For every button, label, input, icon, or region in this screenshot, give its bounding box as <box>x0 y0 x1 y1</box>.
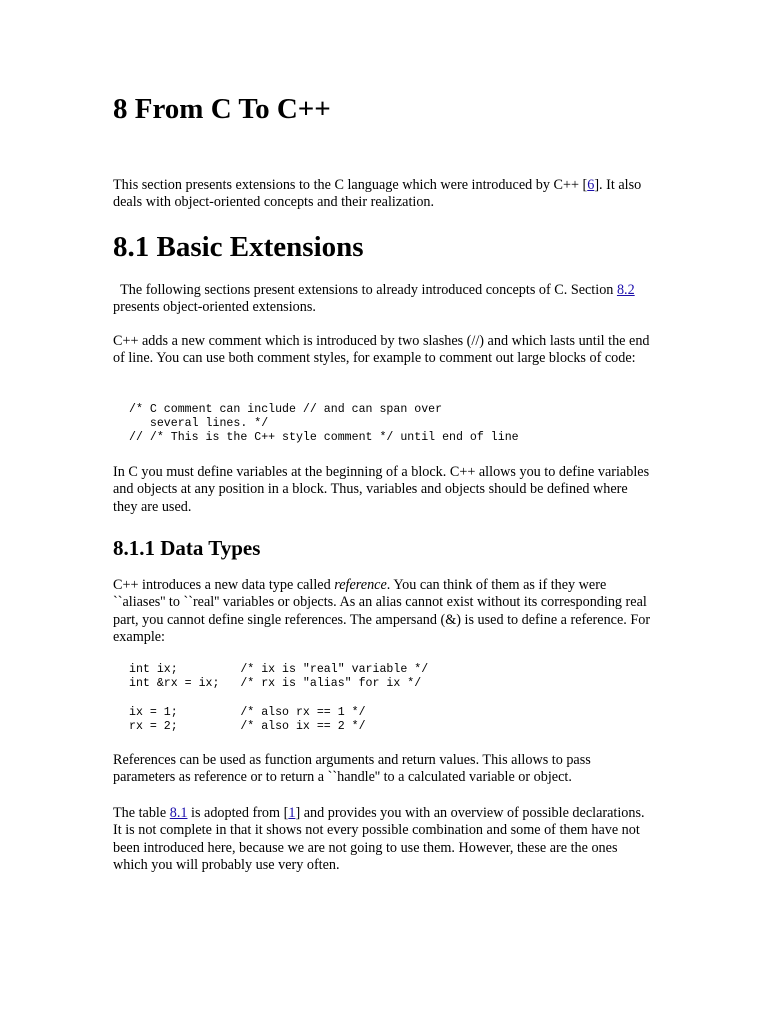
types-text-1: C++ introduces a new data type called <box>113 577 335 593</box>
reference-usage-paragraph: References can be used as function arguments and return values. This allows to pass parameters as reference or to return a ``handle'' to a calculated variable or object. <box>113 752 591 786</box>
section-link-8-2[interactable]: 8.2 <box>616 282 635 298</box>
subsection-heading: 8.1.1 Data Types <box>113 536 261 560</box>
intro-paragraph <box>113 177 653 212</box>
intro-text-2: ]. It also deals with object-oriented concepts and their realization. <box>113 177 642 211</box>
table-text-2: is adopted from [ <box>187 805 289 821</box>
chapter-heading: 8 From C To C++ <box>113 93 331 125</box>
table-text-1: The table <box>113 805 170 821</box>
citation-link-1[interactable]: 1 <box>288 805 296 821</box>
basic-text-2: presents object-oriented extensions. <box>113 299 316 316</box>
basic-text-1: The following sections present extensions to already introduced concepts of C. Section <box>113 282 617 298</box>
comment-code-block: /* C comment can include // and can span over several lines. */ // /* This is the C++ style comment */ until end of line <box>129 403 519 445</box>
reference-code-block: int ix; /* ix is "real" variable */ int &rx = ix; /* rx is "alias" for ix */ ix = 1; /* also rx == 1 */ rx = 2; /* also ix == 2 */ <box>129 663 429 733</box>
section-heading: 8.1 Basic Extensions <box>113 231 364 263</box>
define-variables-paragraph: In C you must define variables at the beginning of a block. C++ allows you to define variables and objects at any position in a block. Thus, variables and objects should be defined where they are used. <box>113 464 650 515</box>
table-text-3: ] and provides you with an overview of possible declarations. It is not complete in that it shows not every possible combination and some of them have not been introduced here, because we are not going to use them. However, these are the ones which you will probably use very often. <box>113 805 645 874</box>
data-types-paragraph <box>113 577 653 647</box>
table-link-8-1[interactable]: 8.1 <box>169 805 188 821</box>
table-overview-paragraph <box>113 805 653 875</box>
types-text-2: . You can think of them as if they were ``aliases'' to ``real'' variables or objects. As an alias cannot exist without its corresponding real part, you cannot define single references. The ampersand (&) is used to define a reference. For example: <box>113 577 651 646</box>
basic-extensions-paragraph <box>113 282 653 317</box>
comment-paragraph: C++ adds a new comment which is introduced by two slashes (//) and which lasts until the end of line. You can use both comment styles, for example to comment out large blocks of code: <box>113 333 650 367</box>
intro-text-1: This section presents extensions to the C language which were introduced by C++ [ <box>113 177 588 193</box>
citation-link-6[interactable]: 6 <box>587 177 595 193</box>
reference-term: reference <box>334 577 387 593</box>
